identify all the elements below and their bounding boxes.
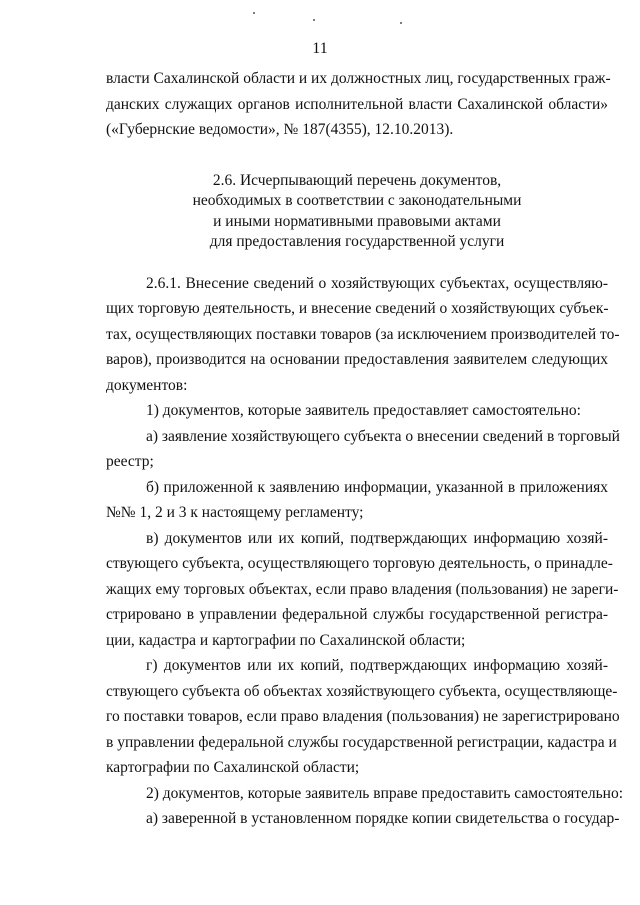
text-line: власти Сахалинской области и их должностных лиц, государственных граж- <box>106 70 611 87</box>
heading-line: необходимых в соответствии с законодательными <box>192 192 522 209</box>
text-line: в управлении федеральной службы государственной регистрации, кадастра и <box>106 733 617 751</box>
scan-speck <box>400 22 402 24</box>
scan-speck <box>313 19 315 21</box>
text-line: б) приложенной к заявлению информации, указанной в приложениях <box>146 478 608 496</box>
text-line: ствующего субъекта, осуществляющего торговую деятельность, о принадле- <box>106 555 613 572</box>
page-content <box>106 66 624 832</box>
body-text <box>106 271 624 832</box>
text-line: картографии по Сахалинской области; <box>106 759 360 776</box>
text-line: а) заявление хозяйствующего субъекта о внесении сведений в торговый <box>146 427 620 445</box>
heading-line: и иными нормативными правовыми актами <box>213 212 501 230</box>
text-line: данских служащих органов исполнительной власти Сахалинской области» <box>106 95 608 113</box>
heading-line: 2.6. Исчерпывающий перечень документов, <box>212 171 502 189</box>
text-line: жащих ему торговых объектах, если право владения (пользования) не зареги- <box>106 580 619 598</box>
text-line: стрировано в управлении федеральной службы государственной регистра- <box>106 606 608 623</box>
intro-paragraph <box>106 66 611 143</box>
text-line: а) заверенной в установленном порядке копии свидетельства о государ- <box>146 810 620 827</box>
text-line: («Губернские ведомости», № 187(4355), 12.10.2013). <box>106 121 454 138</box>
text-line: 1) документов, которые заявитель предоставляет самостоятельно: <box>146 402 581 419</box>
text-line: щих торговую деятельность, и внесение сведений о хозяйствующих субъек- <box>106 300 609 317</box>
text-line: документов: <box>106 376 188 394</box>
scan-speck <box>253 12 255 14</box>
text-line: 2.6.1. Внесение сведений о хозяйствующих субъектах, осуществляю- <box>146 274 608 292</box>
text-line: реестр; <box>106 453 154 470</box>
text-line: ствующего субъекта об объектах хозяйствующего субъекта, осуществляюще- <box>106 682 618 700</box>
text-line: №№ 1, 2 и 3 к настоящему регламенту; <box>106 504 364 521</box>
heading-line: для предоставления государственной услуги <box>209 233 505 250</box>
page-number: 11 <box>312 40 328 57</box>
text-line: го поставки товаров, если право владения (пользования) не зарегистрировано <box>106 708 620 725</box>
text-line: в) документов или их копий, подтверждающих информацию хозяй- <box>146 529 608 547</box>
text-line: 2) документов, которые заявитель вправе предоставить самостоятельно: <box>146 784 624 802</box>
text-line: варов), производится на основании предоставления заявителем следующих <box>106 351 608 368</box>
text-line: г) документов или их копий, подтверждающих информацию хозяй- <box>146 657 608 674</box>
text-line: ции, кадастра и картографии по Сахалинской области; <box>106 631 466 649</box>
section-heading <box>106 171 608 253</box>
text-line: тах, осуществляющих поставки товаров (за исключением производителей то- <box>106 325 620 343</box>
